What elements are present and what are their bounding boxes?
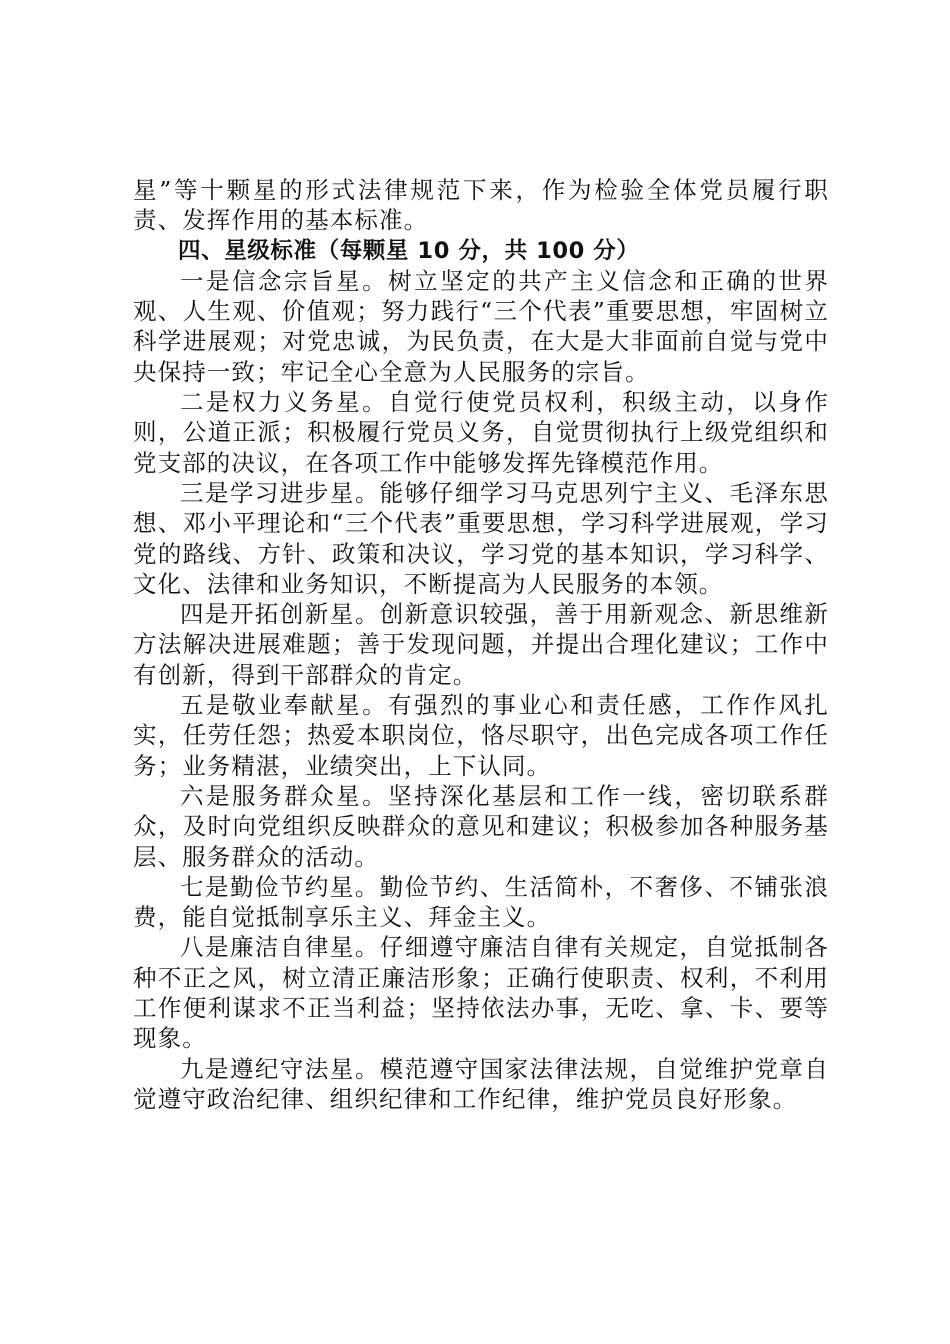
paragraph-star-8: 八是廉洁自律星。仔细遵守廉洁自律有关规定，自觉抵制各种不正之风，树立清正廉洁形象；正确行使职责、权利，不利用工作便利谋求不正当利益；坚持依法办事，无吃、拿、卡、要等现象。 (133, 933, 829, 1053)
paragraph-star-1: 一是信念宗旨星。树立坚定的共产主义信念和正确的世界观、人生观、价值观；努力践行“三个代表”重要思想，牢固树立科学进展观；对党忠诚，为民负责，在大是大非面前自觉与党中央保持一致；牢记全心全意为人民服务的宗旨。 (133, 266, 829, 386)
paragraph-star-3: 三是学习进步星。能够仔细学习马克思列宁主义、毛泽东思想、邓小平理论和“三个代表”重要思想，学习科学进展观，学习党的路线、方针、政策和决议，学习党的基本知识，学习科学、文化、法律和业务知识，不断提高为人民服务的本领。 (133, 478, 829, 598)
document-page (133, 175, 829, 1114)
paragraph-star-6: 六是服务群众星。坚持深化基层和工作一线，密切联系群众，及时向党组织反映群众的意见和建议；积极参加各种服务基层、服务群众的活动。 (133, 781, 829, 871)
paragraph-star-4: 四是开拓创新星。创新意识较强，善于用新观念、新思维新方法解决进展难题；善于发现问题，并提出合理化建议；工作中有创新，得到干部群众的肯定。 (133, 600, 829, 689)
paragraph-star-9: 九是遵纪守法星。模范遵守国家法律法规，自觉维护党章自觉遵守政治纪律、组织纪律和工作纪律，维护党员良好形象。 (133, 1054, 829, 1113)
paragraph-star-2: 二是权力义务星。自觉行使党员权利，积级主动，以身作则，公道正派；积极履行党员义务，自觉贯彻执行上级党组织和党支部的决议，在各项工作中能够发挥先锋模范作用。 (133, 388, 829, 477)
section-heading: 四、星级标准（每颗星 10 分，共 100 分） (178, 237, 640, 264)
continuation-paragraph: 星”等十颗星的形式法律规范下来，作为检验全体党员履行职责、发挥作用的基本标准。 (133, 176, 829, 235)
paragraph-star-7: 七是勤俭节约星。勤俭节约、生活简朴，不奢侈、不铺张浪费，能自觉抵制享乐主义、拜金主义。 (133, 872, 829, 932)
paragraph-star-5: 五是敬业奉献星。有强烈的事业心和责任感，工作作风扎实，任劳任怨；热爱本职岗位，恪尽职守，出色完成各项工作任务；业务精湛，业绩突出，上下认同。 (133, 691, 829, 780)
